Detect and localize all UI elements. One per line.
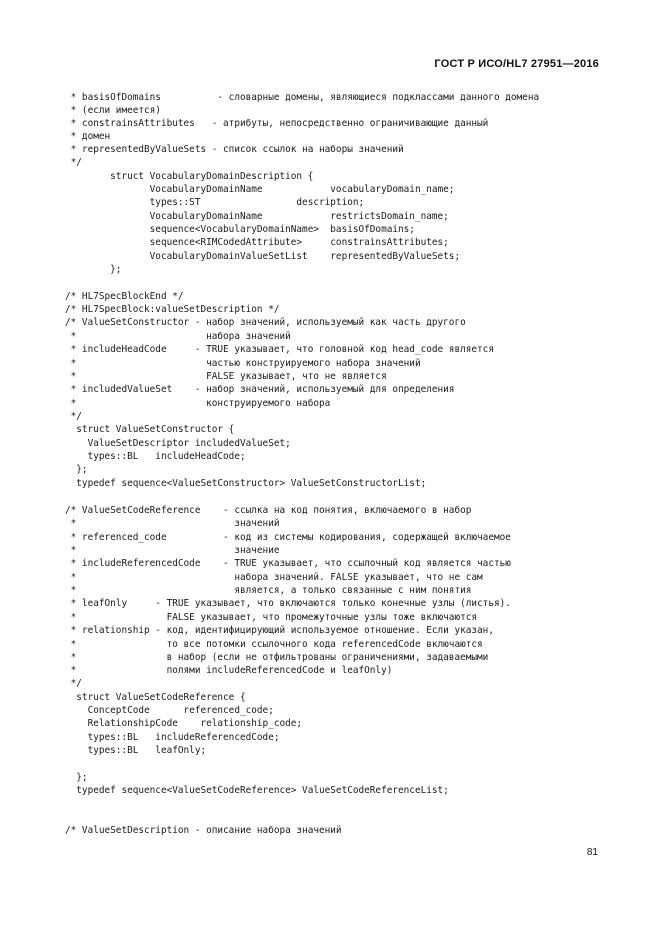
code-line: struct VocabularyDomainDescription {: [65, 171, 314, 182]
code-line: * FALSE указывает, что промежуточные узлы тоже включаются: [65, 612, 478, 623]
code-line: * includeHeadCode - TRUE указывает, что головной код head_code является: [65, 344, 494, 355]
code-line: */: [65, 157, 82, 168]
code-line: * полями includeReferencedCode и leafOnly): [65, 665, 393, 676]
code-line: * частью конструируемого набора значений: [65, 358, 421, 369]
code-line: types::BL includeReferencedCode;: [65, 732, 280, 743]
code-line: /* ValueSetCodeReference - ссылка на код понятия, включаемого в набор: [65, 505, 472, 516]
code-line: * basisOfDomains - словарные домены, являющиеся подклассами данного домена: [65, 92, 540, 103]
code-line: /* HL7SpecBlock:valueSetDescription */: [65, 304, 280, 315]
code-line: VocabularyDomainName restrictsDomain_name;: [65, 211, 449, 222]
page-number: 81: [586, 847, 598, 858]
code-line: * является, а только связанные с ним понятия: [65, 585, 472, 596]
code-line: typedef sequence<ValueSetConstructor> ValueSetConstructorList;: [65, 478, 427, 489]
code-line: sequence<VocabularyDomainName> basisOfDomains;: [65, 224, 415, 235]
code-line: typedef sequence<ValueSetCodeReference> ValueSetCodeReferenceList;: [65, 785, 449, 796]
code-line: * в набор (если не отфильтрованы ограничениями, задаваемыми: [65, 652, 489, 663]
code-line: * referenced_code - код из системы кодирования, содержащей включаемое: [65, 532, 511, 543]
code-line: * includedValueSet - набор значений, используемый для определения: [65, 384, 455, 395]
code-line: * то все потомки ссылочного кода referencedCode включаются: [65, 639, 483, 650]
code-line: * значений: [65, 518, 280, 529]
code-line: * набора значений. FALSE указывает, что не сам: [65, 572, 483, 583]
code-line: types::BL includeHeadCode;: [65, 451, 246, 462]
code-line: * значение: [65, 545, 280, 556]
code-line: struct ValueSetCodeReference {: [65, 692, 246, 703]
code-line: RelationshipCode relationship_code;: [65, 718, 303, 729]
code-line: /* HL7SpecBlockEnd */: [65, 291, 184, 302]
code-line: VocabularyDomainValueSetList representedByValueSets;: [65, 251, 461, 262]
code-line: };: [65, 772, 88, 783]
code-line: * includeReferencedCode - TRUE указывает, что ссылочный код является частью: [65, 558, 511, 569]
standard-header: ГОСТ Р ИСО/HL7 27951—2016: [434, 58, 599, 70]
code-line: /* ValueSetDescription - описание набора значений: [65, 825, 342, 836]
code-line: * домен: [65, 131, 111, 142]
code-line: * representedByValueSets - список ссылок на наборы значений: [65, 144, 404, 155]
code-line: struct ValueSetConstructor {: [65, 424, 235, 435]
code-line: sequence<RIMCodedAttribute> constrainsAttributes;: [65, 237, 449, 248]
code-line: * конструируемого набора: [65, 398, 331, 409]
code-line: * constrainsAttributes - атрибуты, непосредственно ограничивающие данный: [65, 118, 489, 129]
code-line: */: [65, 678, 82, 689]
code-line: /* ValueSetConstructor - набор значений, используемый как часть другого: [65, 317, 466, 328]
code-line: ConceptCode referenced_code;: [65, 705, 274, 716]
code-line: };: [65, 464, 88, 475]
code-line: ValueSetDescriptor includedValueSet;: [65, 438, 291, 449]
code-line: * набора значений: [65, 331, 291, 342]
code-line: * leafOnly - TRUE указывает, что включаются только конечные узлы (листья).: [65, 598, 511, 609]
code-line: };: [65, 264, 122, 275]
code-line: types::ST description;: [65, 197, 365, 208]
code-line: types::BL leafOnly;: [65, 745, 207, 756]
code-line: * relationship - код, идентифицирующий используемое отношение. Если указан,: [65, 625, 494, 636]
code-line: * (если имеется): [65, 105, 161, 116]
code-line: */: [65, 411, 82, 422]
code-line: VocabularyDomainName vocabularyDomain_name;: [65, 184, 455, 195]
code-line: * FALSE указывает, что не является: [65, 371, 387, 382]
